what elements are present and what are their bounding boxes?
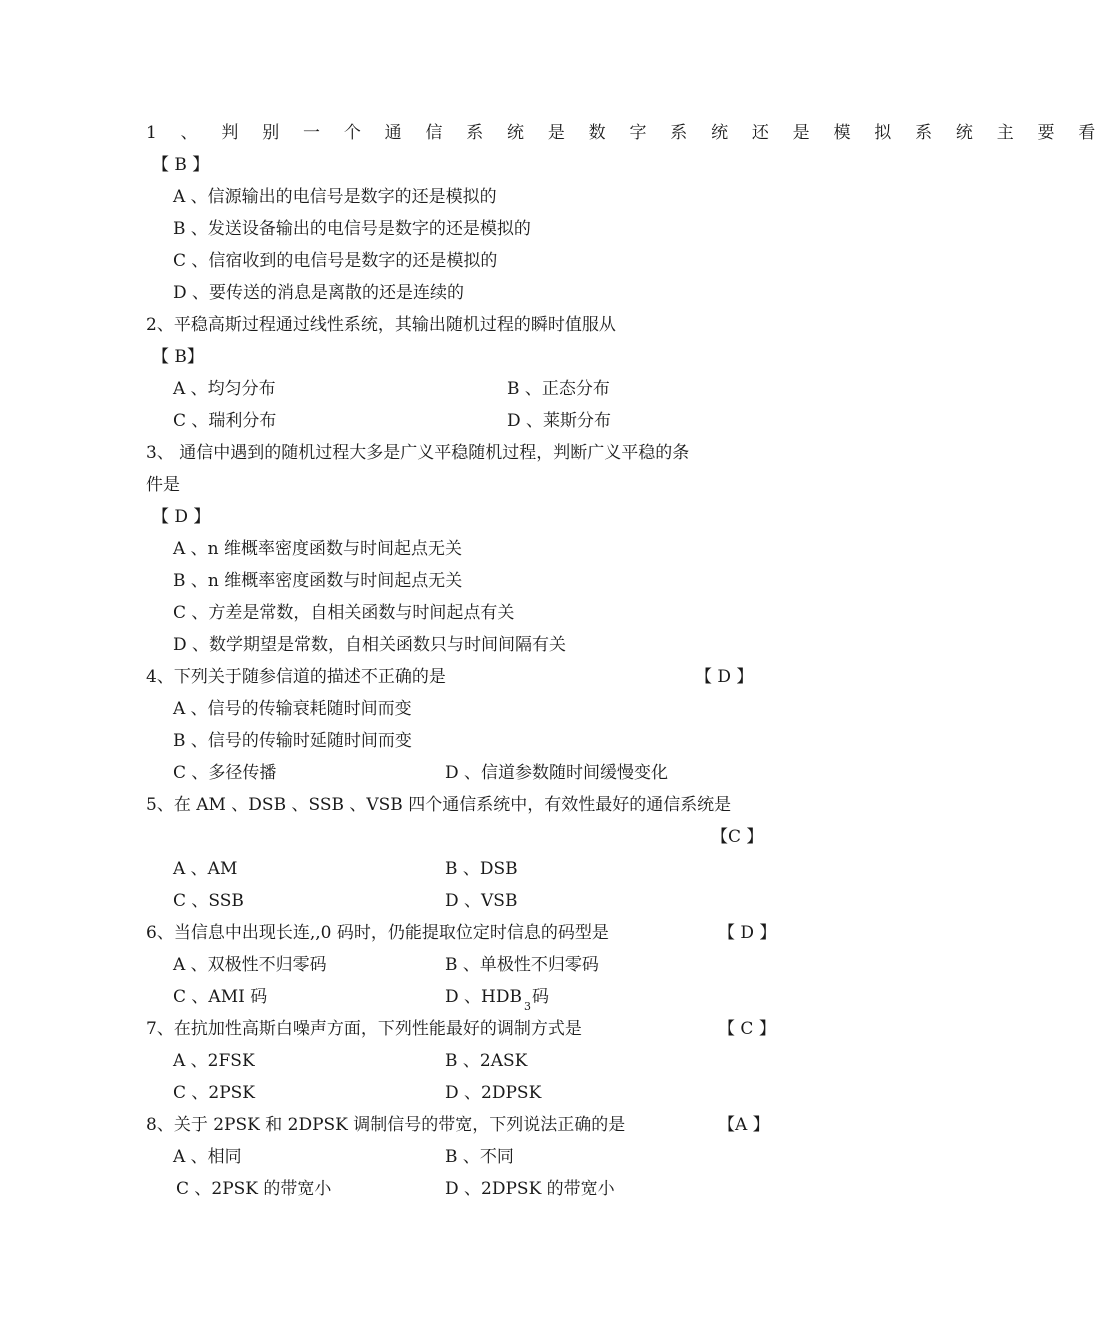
question-2-option-c: C 、瑞利分布 [173, 411, 277, 431]
question-8-option-d: D 、2DPSK 的带宽小 [445, 1179, 615, 1199]
question-5-option-d: D 、VSB [445, 891, 518, 911]
question-7-option-c: C 、2PSK [173, 1083, 256, 1103]
question-8-answer: 【A 】 [718, 1115, 770, 1135]
question-6-option-d [445, 986, 549, 1013]
question-3-option-b: B 、n 维概率密度函数与时间起点无关 [173, 571, 463, 591]
question-8-option-c: C 、2PSK 的带宽小 [176, 1179, 332, 1199]
question-2-option-d: D 、莱斯分布 [507, 411, 612, 431]
question-3-option-a: A 、n 维概率密度函数与时间起点无关 [173, 539, 463, 559]
question-1-option-c: C 、信宿收到的电信号是数字的还是模拟的 [173, 251, 498, 271]
question-6-option-d-text: D 、HDB [445, 987, 522, 1007]
question-3-stem-line-1: 3、 通信中遇到的随机过程大多是广义平稳随机过程，判断广义平稳的条 [146, 443, 690, 463]
question-1-option-a: A 、信源输出的电信号是数字的还是模拟的 [173, 187, 497, 207]
question-4-answer: 【 D 】 [695, 667, 754, 687]
question-3-option-c: C 、方差是常数，自相关函数与时间起点有关 [173, 603, 515, 623]
question-5-option-a: A 、AM [173, 859, 238, 879]
question-4-option-c: C 、多径传播 [173, 763, 277, 783]
question-3-answer: 【 D 】 [152, 507, 211, 527]
question-6-option-c: C 、AMI 码 [173, 987, 268, 1007]
question-5-option-c: C 、SSB [173, 891, 244, 911]
question-7-option-b: B 、2ASK [445, 1051, 528, 1071]
question-1-option-b: B 、发送设备输出的电信号是数字的还是模拟的 [173, 219, 531, 239]
question-7-option-a: A 、2FSK [173, 1051, 255, 1071]
question-1-stem: 1 、 判 别 一 个 通 信 系 统 是 数 字 系 统 还 是 模 拟 系 统 主 要 看 [146, 123, 1105, 143]
question-6-option-d-suffix: 码 [531, 987, 549, 1007]
question-5-answer: 【C 】 [711, 827, 764, 847]
question-4-option-d: D 、信道参数随时间缓慢变化 [445, 763, 669, 783]
question-3-option-d: D 、数学期望是常数，自相关函数只与时间间隔有关 [173, 635, 567, 655]
question-1-answer: 【 B 】 [152, 155, 210, 175]
question-6-option-d-subscript: 3 [523, 1000, 531, 1013]
question-5-option-b: B 、DSB [445, 859, 518, 879]
question-4-stem: 4、下列关于随参信道的描述不正确的是 [146, 667, 446, 687]
question-6-option-a: A 、双极性不归零码 [173, 955, 327, 975]
question-2-stem: 2、平稳高斯过程通过线性系统，其输出随机过程的瞬时值服从 [146, 315, 616, 335]
question-3-stem-line-2: 件是 [146, 475, 180, 495]
question-7-option-d: D 、2DPSK [445, 1083, 542, 1103]
question-6-answer: 【 D 】 [718, 923, 777, 943]
question-2-option-a: A 、均匀分布 [173, 379, 276, 399]
question-5-stem: 5、在 AM 、DSB 、SSB 、VSB 四个通信系统中，有效性最好的通信系统是 [146, 795, 732, 815]
question-1-option-d: D 、要传送的消息是离散的还是连续的 [173, 283, 465, 303]
question-2-answer: 【 B】 [152, 347, 204, 367]
question-8-stem: 8、关于 2PSK 和 2DPSK 调制信号的带宽，下列说法正确的是 [146, 1115, 626, 1135]
question-6-option-b: B 、单极性不归零码 [445, 955, 599, 975]
question-7-stem: 7、在抗加性高斯白噪声方面，下列性能最好的调制方式是 [146, 1019, 582, 1039]
question-6-stem: 6、当信息中出现长连,,0 码时，仍能提取位定时信息的码型是 [146, 923, 609, 943]
question-4-option-b: B 、信号的传输时延随时间而变 [173, 731, 412, 751]
question-8-option-b: B 、不同 [445, 1147, 514, 1167]
question-8-option-a: A 、相同 [173, 1147, 242, 1167]
question-7-answer: 【 C 】 [718, 1019, 776, 1039]
question-4-option-a: A 、信号的传输衰耗随时间而变 [173, 699, 412, 719]
question-2-option-b: B 、正态分布 [507, 379, 610, 399]
